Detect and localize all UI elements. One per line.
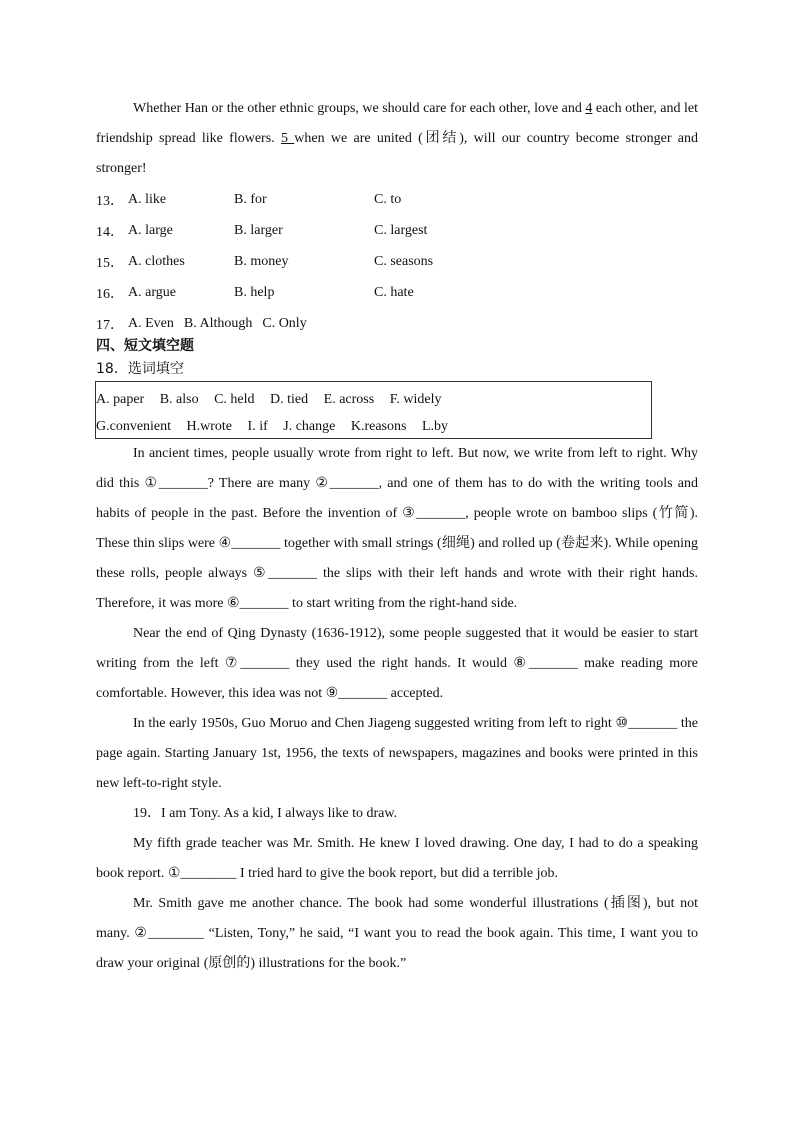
option-b: B. for [234,191,267,207]
section-title: 四、短文填空题 [96,338,194,354]
word-option: I. if [247,419,268,434]
option-a: A. large [128,222,173,238]
option-c: C. largest [374,222,428,238]
option-b: B. larger [234,222,283,238]
option-b: B. help [234,284,275,300]
passage-19-paragraph-2: Mr. Smith gave me another chance. The book had some wonderful illustrations (插图), but not many. ②________ “Listen, Tony,” he said, “I want you to read the book again. This time, I want you to draw your original (原创的) illustrations for the book.” [96,896,698,971]
option-b: B. Although [183,315,253,331]
option-a: A. like [128,191,167,207]
word-option: H.wrote [186,419,233,434]
word-option: C. held [214,392,255,407]
question-16-options [96,277,698,308]
question-13-options [96,184,698,215]
passage-18-paragraph-2: Near the end of Qing Dynasty (1636-1912), some people suggested that it would be easier to start writing from the left ⑦_______ they used the right hands. It would ⑧_______ make reading more comfortable. However, this idea was not ⑨_______ accepted. [96,626,698,701]
word-option: A. paper [96,392,145,407]
word-bank-box [95,381,652,439]
question-number: 15． [96,255,124,271]
blank-14: 4 [585,101,593,116]
passage-19-paragraph-1: My fifth grade teacher was Mr. Smith. He knew I loved drawing. One day, I had to do a speaking book report. ①________ I tried hard to give the book report, but did a terrible job. [96,836,698,881]
question-number: 13． [96,193,124,209]
option-c: C. hate [374,284,414,300]
intro-text-2: each other, and let friendship spread like flowers. [96,101,698,146]
intro-text-3: when we are united (团结), will our country become stronger and stronger! [96,131,698,176]
passage-18-paragraph-3: In the early 1950s, Guo Moruo and Chen Jiageng suggested writing from left to right ⑩_______ the page again. Starting January 1st, 1956, the texts of newspapers, magazines and books were printed in this new left-to-right style. [96,716,698,791]
word-option: B. also [159,392,199,407]
option-c: C. to [374,191,402,207]
question-number: 14． [96,224,124,240]
word-bank-row-1 [96,386,651,413]
option-a: A. Even [128,315,174,331]
intro-text-1: Whether Han or the other ethnic groups, we should care for each other, love and [133,101,586,116]
option-b: B. money [234,253,289,269]
word-option: F. widely [389,392,442,407]
word-bank-row-2 [96,413,651,440]
option-a: A. clothes [128,253,185,269]
intro-paragraph [96,94,698,184]
word-option: L.by [421,419,449,434]
question-18-label: 18．选词填空 [96,361,184,377]
blank-15: 5 [280,131,295,146]
word-option: K.reasons [350,419,407,434]
question-15-options [96,246,698,277]
question-19-intro: 19．I am Tony. As a kid, I always like to draw. [133,806,398,821]
word-option: J. change [283,419,336,434]
option-c: C. seasons [374,253,434,269]
question-14-options [96,215,698,246]
word-option: E. across [323,392,375,407]
worksheet-page [96,94,698,979]
option-c: C. Only [262,315,307,331]
word-option: G.convenient [96,419,172,434]
passage-18-paragraph-1: In ancient times, people usually wrote from right to left. But now, we write from left to right. Why did this ①_______? There are many ②_______, and one of them has to do with the writing tools and habits of people in the past. Before the invention of ③_______, people wrote on bamboo slips (竹简). These thin slips were ④_______ together with small strings (细绳) and rolled up (卷起来). While opening these rolls, people always ⑤_______ the slips with their left hands and wrote with their right hands. Therefore, it was more ⑥_______ to start writing from the right-hand side. [96,446,698,611]
question-number: 17． [96,317,124,333]
word-option: D. tied [270,392,309,407]
option-a: A. argue [128,284,176,300]
question-number: 16． [96,286,124,302]
